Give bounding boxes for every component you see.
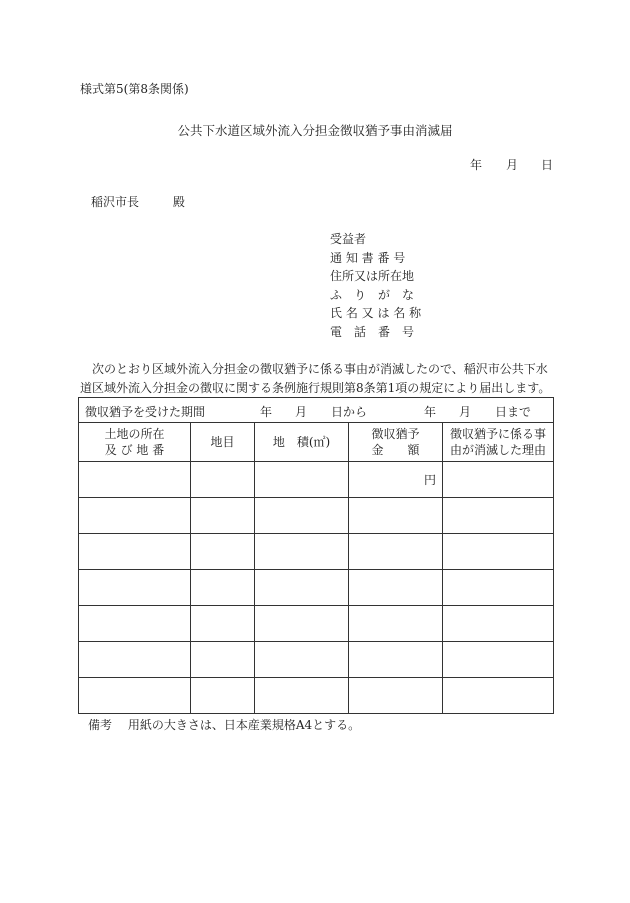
table-row [79,678,554,714]
land-category-cell[interactable] [191,642,255,678]
amount-cell[interactable]: 円 [349,462,443,498]
area-cell[interactable] [255,642,349,678]
land-category-cell[interactable] [191,534,255,570]
location-cell[interactable] [79,462,191,498]
reason-cell[interactable] [443,462,554,498]
deferral-table [78,397,554,714]
remarks-label: 備考 [88,718,113,732]
addressee [91,193,185,210]
amount-cell[interactable] [349,534,443,570]
amount-cell[interactable] [349,678,443,714]
body-paragraph: 次のとおり区域外流入分担金の徴収猶予に係る事由が消滅したので、稲沢市公共下水道区域外流入分担金の徴収に関する条例施行規則第8条第1項の規定により届出します。 [80,362,551,395]
area-cell[interactable] [255,462,349,498]
land-category-cell[interactable] [191,570,255,606]
applicant-fields [330,230,421,342]
date-year: 年 [470,158,483,172]
area-cell[interactable] [255,678,349,714]
date-day: 日 [541,158,554,172]
body-text [80,360,552,397]
address-label: 住所又は所在地 [330,269,415,284]
area-cell[interactable] [255,534,349,570]
header-amount [349,423,443,462]
period-label: 徴収猶予を受けた期間 [85,405,206,419]
location-cell[interactable] [79,678,191,714]
reason-cell[interactable] [443,606,554,642]
header-reason [443,423,554,462]
remarks-text: 用紙の大きさは、日本産業規格A4とする。 [127,718,361,732]
land-category-cell[interactable] [191,498,255,534]
area-cell[interactable] [255,606,349,642]
amount-cell[interactable] [349,606,443,642]
period-to-year: 年 [424,405,437,419]
reason-cell[interactable] [443,534,554,570]
period-from-year: 年 [260,405,273,419]
header-location-line2: 及 び 地 番 [104,443,165,457]
furigana-label: ふ り が な [330,287,415,302]
phone-label: 電 話 番 号 [330,324,415,339]
location-cell[interactable] [79,606,191,642]
addressee-name: 稲沢市長 [91,195,140,209]
amount-cell[interactable] [349,570,443,606]
header-area: 地 積(㎡) [255,423,349,462]
land-category-cell[interactable] [191,462,255,498]
period-to-day: 日まで [495,405,532,419]
table-row [79,606,554,642]
location-cell[interactable] [79,534,191,570]
amount-cell[interactable] [349,642,443,678]
period-from-day: 日から [331,405,368,419]
name-label: 氏 名 又 は 名 称 [330,306,422,321]
reason-cell[interactable] [443,570,554,606]
table-row [79,462,554,498]
header-reason-line2: 由が消滅した理由 [449,443,546,457]
table-row [79,642,554,678]
applicant-label: 受益者 [330,232,367,246]
reason-cell[interactable] [443,498,554,534]
amount-cell[interactable] [349,498,443,534]
table-row [79,570,554,606]
remarks [88,716,360,733]
land-category-cell[interactable] [191,606,255,642]
reason-cell[interactable] [443,678,554,714]
land-category-cell[interactable] [191,678,255,714]
header-location [79,423,191,462]
location-cell[interactable] [79,498,191,534]
location-cell[interactable] [79,570,191,606]
area-cell[interactable] [255,570,349,606]
period-to-month: 月 [459,405,472,419]
deferral-period-row [79,398,554,423]
header-reason-line1: 徴収猶予に係る事 [449,427,546,441]
location-cell[interactable] [79,642,191,678]
form-number: 様式第5(第8条関係) [80,82,189,96]
reason-cell[interactable] [443,642,554,678]
header-amount-line1: 徴収猶予 [371,427,420,441]
form-title: 公共下水道区域外流入分担金徴収猶予事由消滅届 [177,123,453,138]
table-row [79,534,554,570]
addressee-honorific: 殿 [172,195,185,209]
notice-number-label: 通 知 書 番 号 [330,250,406,265]
period-from-month: 月 [295,405,308,419]
table-row [79,498,554,534]
date-month: 月 [506,158,519,172]
header-location-line1: 土地の所在 [104,427,165,441]
header-land-category: 地目 [191,423,255,462]
area-cell[interactable] [255,498,349,534]
header-amount-line2: 金 額 [371,443,420,457]
